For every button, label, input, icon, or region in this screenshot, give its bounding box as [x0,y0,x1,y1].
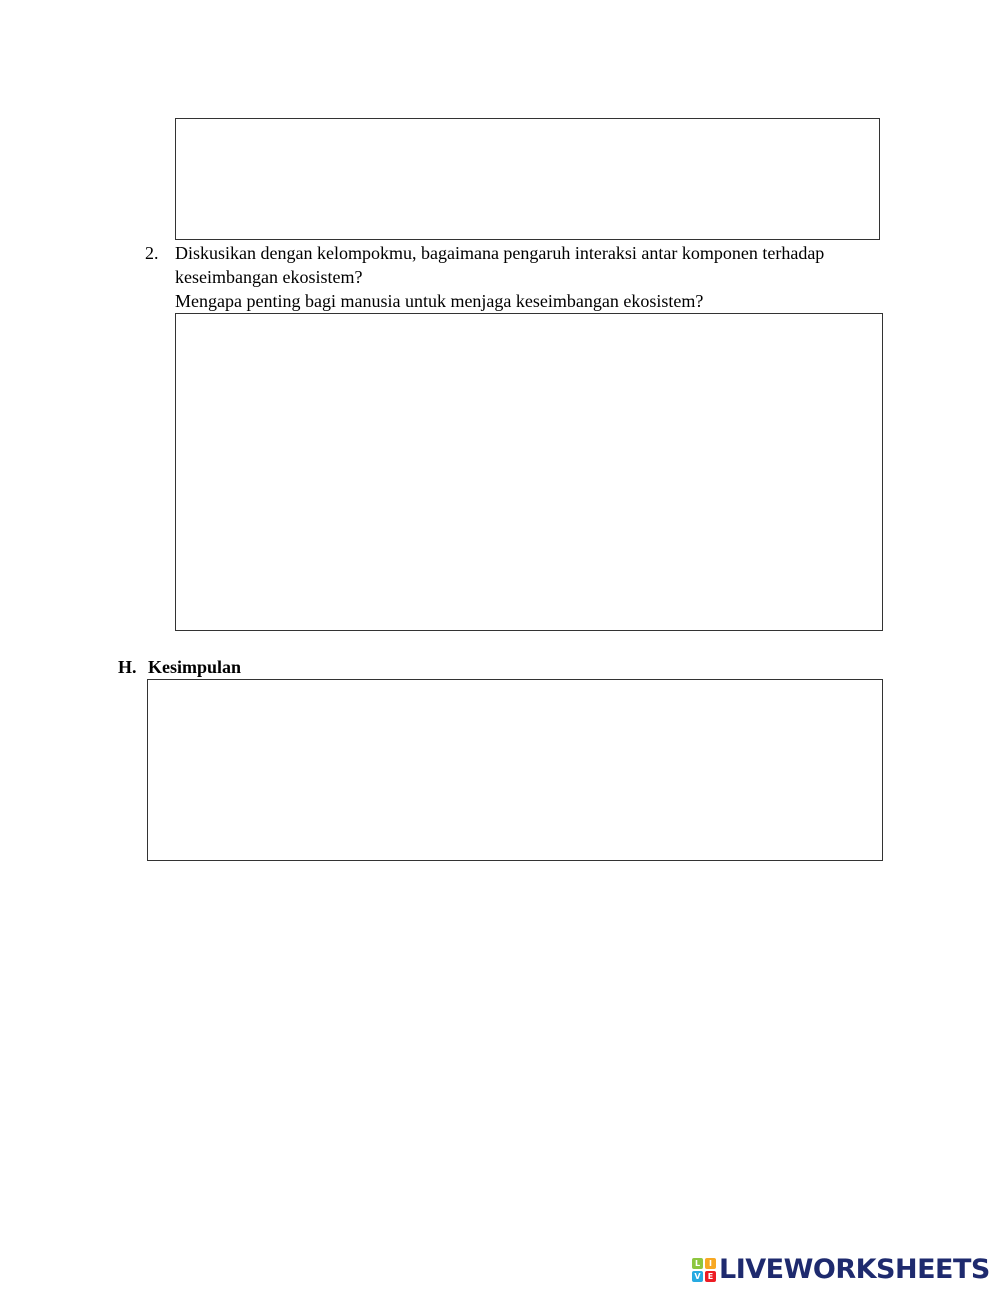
logo-mark-icon [692,1258,716,1282]
section-letter: H. [118,657,137,677]
logo-text: LIVEWORKSHEETS [719,1254,990,1285]
logo-mark-l: L [692,1258,703,1269]
liveworksheets-logo [692,1255,990,1285]
question-2-number: 2. [145,243,159,263]
question-2-line-1: Diskusikan dengan kelompokmu, bagaimana pengaruh interaksi antar komponen terhadap [175,243,825,263]
logo-mark-e: E [705,1271,716,1282]
answer-box-question-1[interactable] [175,118,880,240]
logo-mark-v: V [692,1271,703,1282]
question-2-text [175,241,887,313]
answer-box-conclusion[interactable] [147,679,883,861]
section-title: Kesimpulan [148,657,242,677]
logo-mark-i: I [705,1258,716,1269]
question-2-line-3: Mengapa penting bagi manusia untuk menjaga keseimbangan ekosistem? [175,291,704,311]
section-heading-conclusion [118,655,241,679]
question-2-line-2: keseimbangan ekosistem? [175,267,363,287]
answer-box-question-2[interactable] [175,313,883,631]
